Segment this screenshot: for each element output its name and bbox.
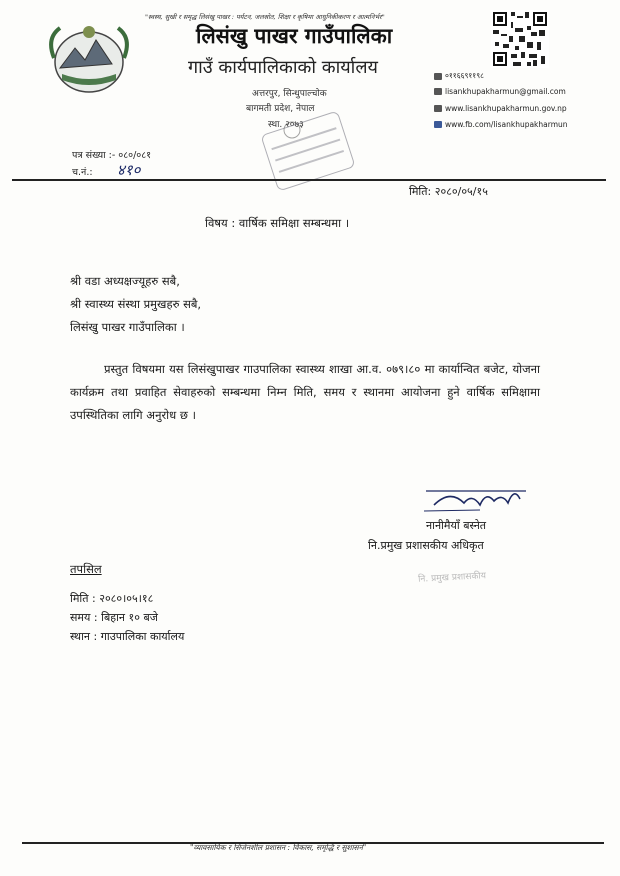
municipality-emblem [40, 18, 138, 98]
letterhead-tagline: "स्वस्थ, सुखी र समृद्ध लिसंखु पाखर : पर्यटन, जलस्रोत, शिक्षा र कृषिमा आधुनिकीकरण र आत्मनिर्भर" [145, 13, 385, 21]
footer-motto: "व्यावसायिक र सिर्जनशील प्रशासन : विकास, समृद्धि र सुशासन" [190, 843, 367, 852]
dispatch-number: ४१० [117, 161, 141, 179]
contact-facebook-text: www.fb.com/lisankhupakharmun [445, 120, 568, 129]
address-line-3: स्था. २०७३ [268, 120, 304, 130]
schedule-heading: तपसिल [70, 562, 102, 576]
contact-website-text: www.lisankhupakharmun.gov.np [445, 104, 567, 113]
header-divider [12, 179, 606, 181]
email-icon [434, 88, 442, 95]
recipient-line: श्री स्वास्थ्य संस्था प्रमुखहरु सबै, [70, 297, 202, 311]
contact-website [434, 104, 567, 113]
web-icon [434, 105, 442, 112]
contact-facebook [434, 120, 568, 129]
signatory-name: नानीमैयाँ बस्नेत [426, 519, 487, 532]
signatory-stamp: नि. प्रमुख प्रशासकीय [417, 571, 487, 585]
address-line-2: बागमती प्रदेश, नेपाल [246, 104, 315, 114]
qr-code [491, 10, 549, 68]
letter-body: प्रस्तुत विषयमा यस लिसंखुपाखर गाउपालिका स्वास्थ्य शाखा आ.व. ०७९।८० मा कार्यान्वित बजेट, योजना कार्यक्रम तथा प्रवाहित सेवाहरुको सम्बन्धमा निम्न मिति, समय र स्थानमा आयोजना हुने वार्षिक समिक्षामा उपस्थितिका लागि अनुरोध छ । [70, 362, 540, 422]
dispatch-label: च.नं.: [72, 167, 93, 178]
recipient-line: लिसंखु पाखर गाउँपालिका । [70, 320, 185, 334]
schedule-item: समय : बिहान १० बजे [70, 611, 158, 624]
municipality-title: लिसंखु पाखर गाउँपालिका [196, 24, 393, 48]
schedule-item: मिति : २०८०।०५।१८ [70, 592, 154, 605]
facebook-icon [434, 121, 442, 128]
phone-icon [434, 73, 442, 80]
letter-subject: विषय : वार्षिक समिक्षा सम्बन्धमा । [205, 216, 350, 230]
handwritten-signature [420, 483, 530, 517]
letter-date: मिति: २०८०/०५/१५ [409, 185, 488, 198]
schedule-item: स्थान : गाउपालिका कार्यालय [70, 630, 185, 643]
recipient-line: श्री वडा अध्यक्षज्यूहरु सबै, [70, 274, 180, 288]
signatory-title: नि.प्रमुख प्रशासकीय अधिकृत [368, 539, 484, 552]
contact-phone [434, 71, 484, 81]
letter-number: पत्र संख्या :- ०८०/०८१ [72, 150, 152, 161]
contact-email-text: lisankhupakharmun@gmail.com [445, 87, 566, 96]
office-subtitle: गाउँ कार्यपालिकाको कार्यालय [188, 57, 378, 78]
contact-phone-text: ०११६६९११९८ [445, 71, 484, 80]
contact-email [434, 87, 566, 96]
address-line-1: अत्तरपुर, सिन्धुपाल्चोक [252, 89, 327, 99]
